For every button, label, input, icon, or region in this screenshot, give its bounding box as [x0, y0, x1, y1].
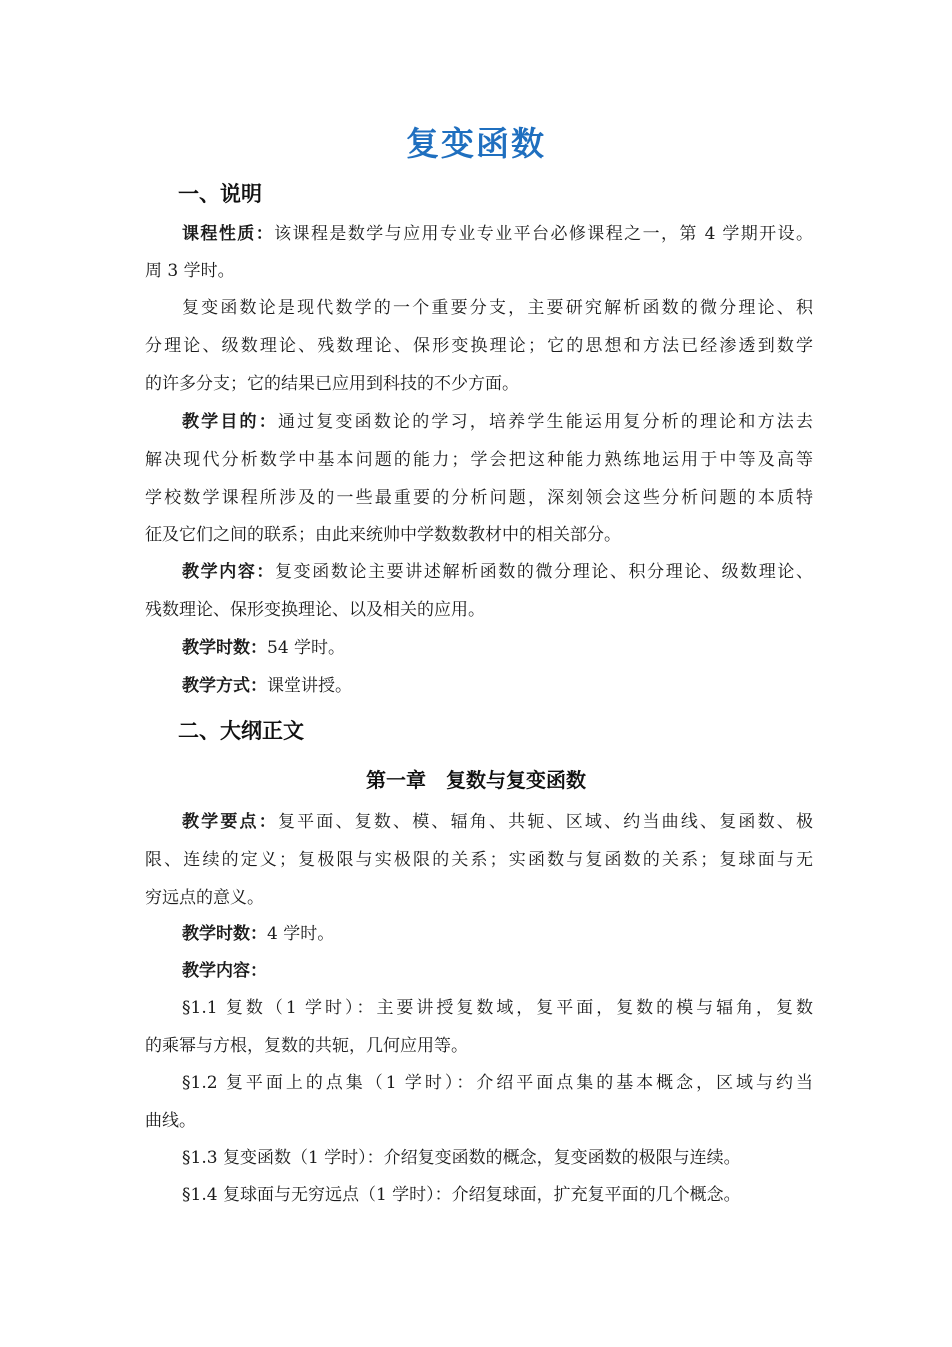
section-heading-1: 一、说明 — [178, 182, 262, 206]
section-1-4-line: §1.4 复球面与无穷远点（1 学时）：介绍复球面，扩充复平面的几个概念。 — [182, 1185, 741, 1205]
hours-line: 教学时数：54 学时。 — [182, 638, 346, 658]
chapter-content-label: 教学内容： — [182, 961, 267, 981]
section-heading-2: 二、大纲正文 — [178, 719, 304, 743]
keypoints-line-3: 穷远点的意义。 — [145, 888, 264, 908]
section-1-2-line-1: §1.2 复平面上的点集（1 学时）：介绍平面点集的基本概念，区域与约当 — [182, 1073, 813, 1093]
purpose-line-4: 征及它们之间的联系；由此来统帅中学数数教材中的相关部分。 — [145, 525, 621, 545]
method-label: 教学方式： — [182, 676, 267, 696]
section-1-2-line-2: 曲线。 — [145, 1111, 196, 1131]
content-line-1: 教学内容：复变函数论主要讲述解析函数的微分理论、积分理论、级数理论、 — [182, 562, 813, 582]
section-1-1-line-1: §1.1 复数（1 学时）：主要讲授复数域，复平面，复数的模与辐角，复数 — [182, 998, 813, 1018]
hours-label: 教学时数： — [182, 638, 267, 658]
course-nature-line-2: 周 3 学时。 — [145, 261, 235, 281]
intro-line-2: 分理论、级数理论、残数理论、保形变换理论；它的思想和方法已经渗透到数学 — [145, 336, 813, 356]
course-nature-line-1: 课程性质：该课程是数学与应用专业专业平台必修课程之一，第 4 学期开设。 — [182, 224, 813, 244]
section-1-3-line: §1.3 复变函数（1 学时）：介绍复变函数的概念，复变函数的极限与连续。 — [182, 1148, 741, 1168]
chapter-heading: 第一章 复数与复变函数 — [366, 768, 586, 792]
intro-line-3: 的许多分支；它的结果已应用到科技的不少方面。 — [145, 374, 519, 394]
purpose-label: 教学目的： — [182, 412, 278, 432]
chapter-hours-label: 教学时数： — [182, 924, 267, 944]
purpose-line-2: 解决现代分析数学中基本问题的能力；学会把这种能力熟练地运用于中等及高等 — [145, 450, 813, 470]
purpose-line-3: 学校数学课程所涉及的一些最重要的分析问题，深刻领会这些分析问题的本质特 — [145, 488, 813, 508]
purpose-line-1: 教学目的：通过复变函数论的学习，培养学生能运用复分析的理论和方法去 — [182, 412, 813, 432]
keypoints-line-1: 教学要点：复平面、复数、模、辐角、共轭、区域、约当曲线、复函数、极 — [182, 812, 813, 832]
keypoints-line-2: 限、连续的定义；复极限与实极限的关系；实函数与复函数的关系；复球面与无 — [145, 850, 813, 870]
keypoints-label: 教学要点： — [182, 812, 278, 832]
method-line: 教学方式：课堂讲授。 — [182, 676, 352, 696]
chapter-hours-line: 教学时数：4 学时。 — [182, 924, 335, 944]
content-line-2: 残数理论、保形变换理论、以及相关的应用。 — [145, 600, 485, 620]
course-nature-label: 课程性质： — [182, 224, 275, 244]
chapter-content-label-line — [182, 959, 813, 983]
section-1-1-line-2: 的乘幂与方根，复数的共轭，几何应用等。 — [145, 1036, 468, 1056]
intro-line-1: 复变函数论是现代数学的一个重要分支，主要研究解析函数的微分理论、积 — [182, 298, 813, 318]
document-title: 复变函数 — [406, 124, 546, 163]
content-label: 教学内容： — [182, 562, 276, 582]
